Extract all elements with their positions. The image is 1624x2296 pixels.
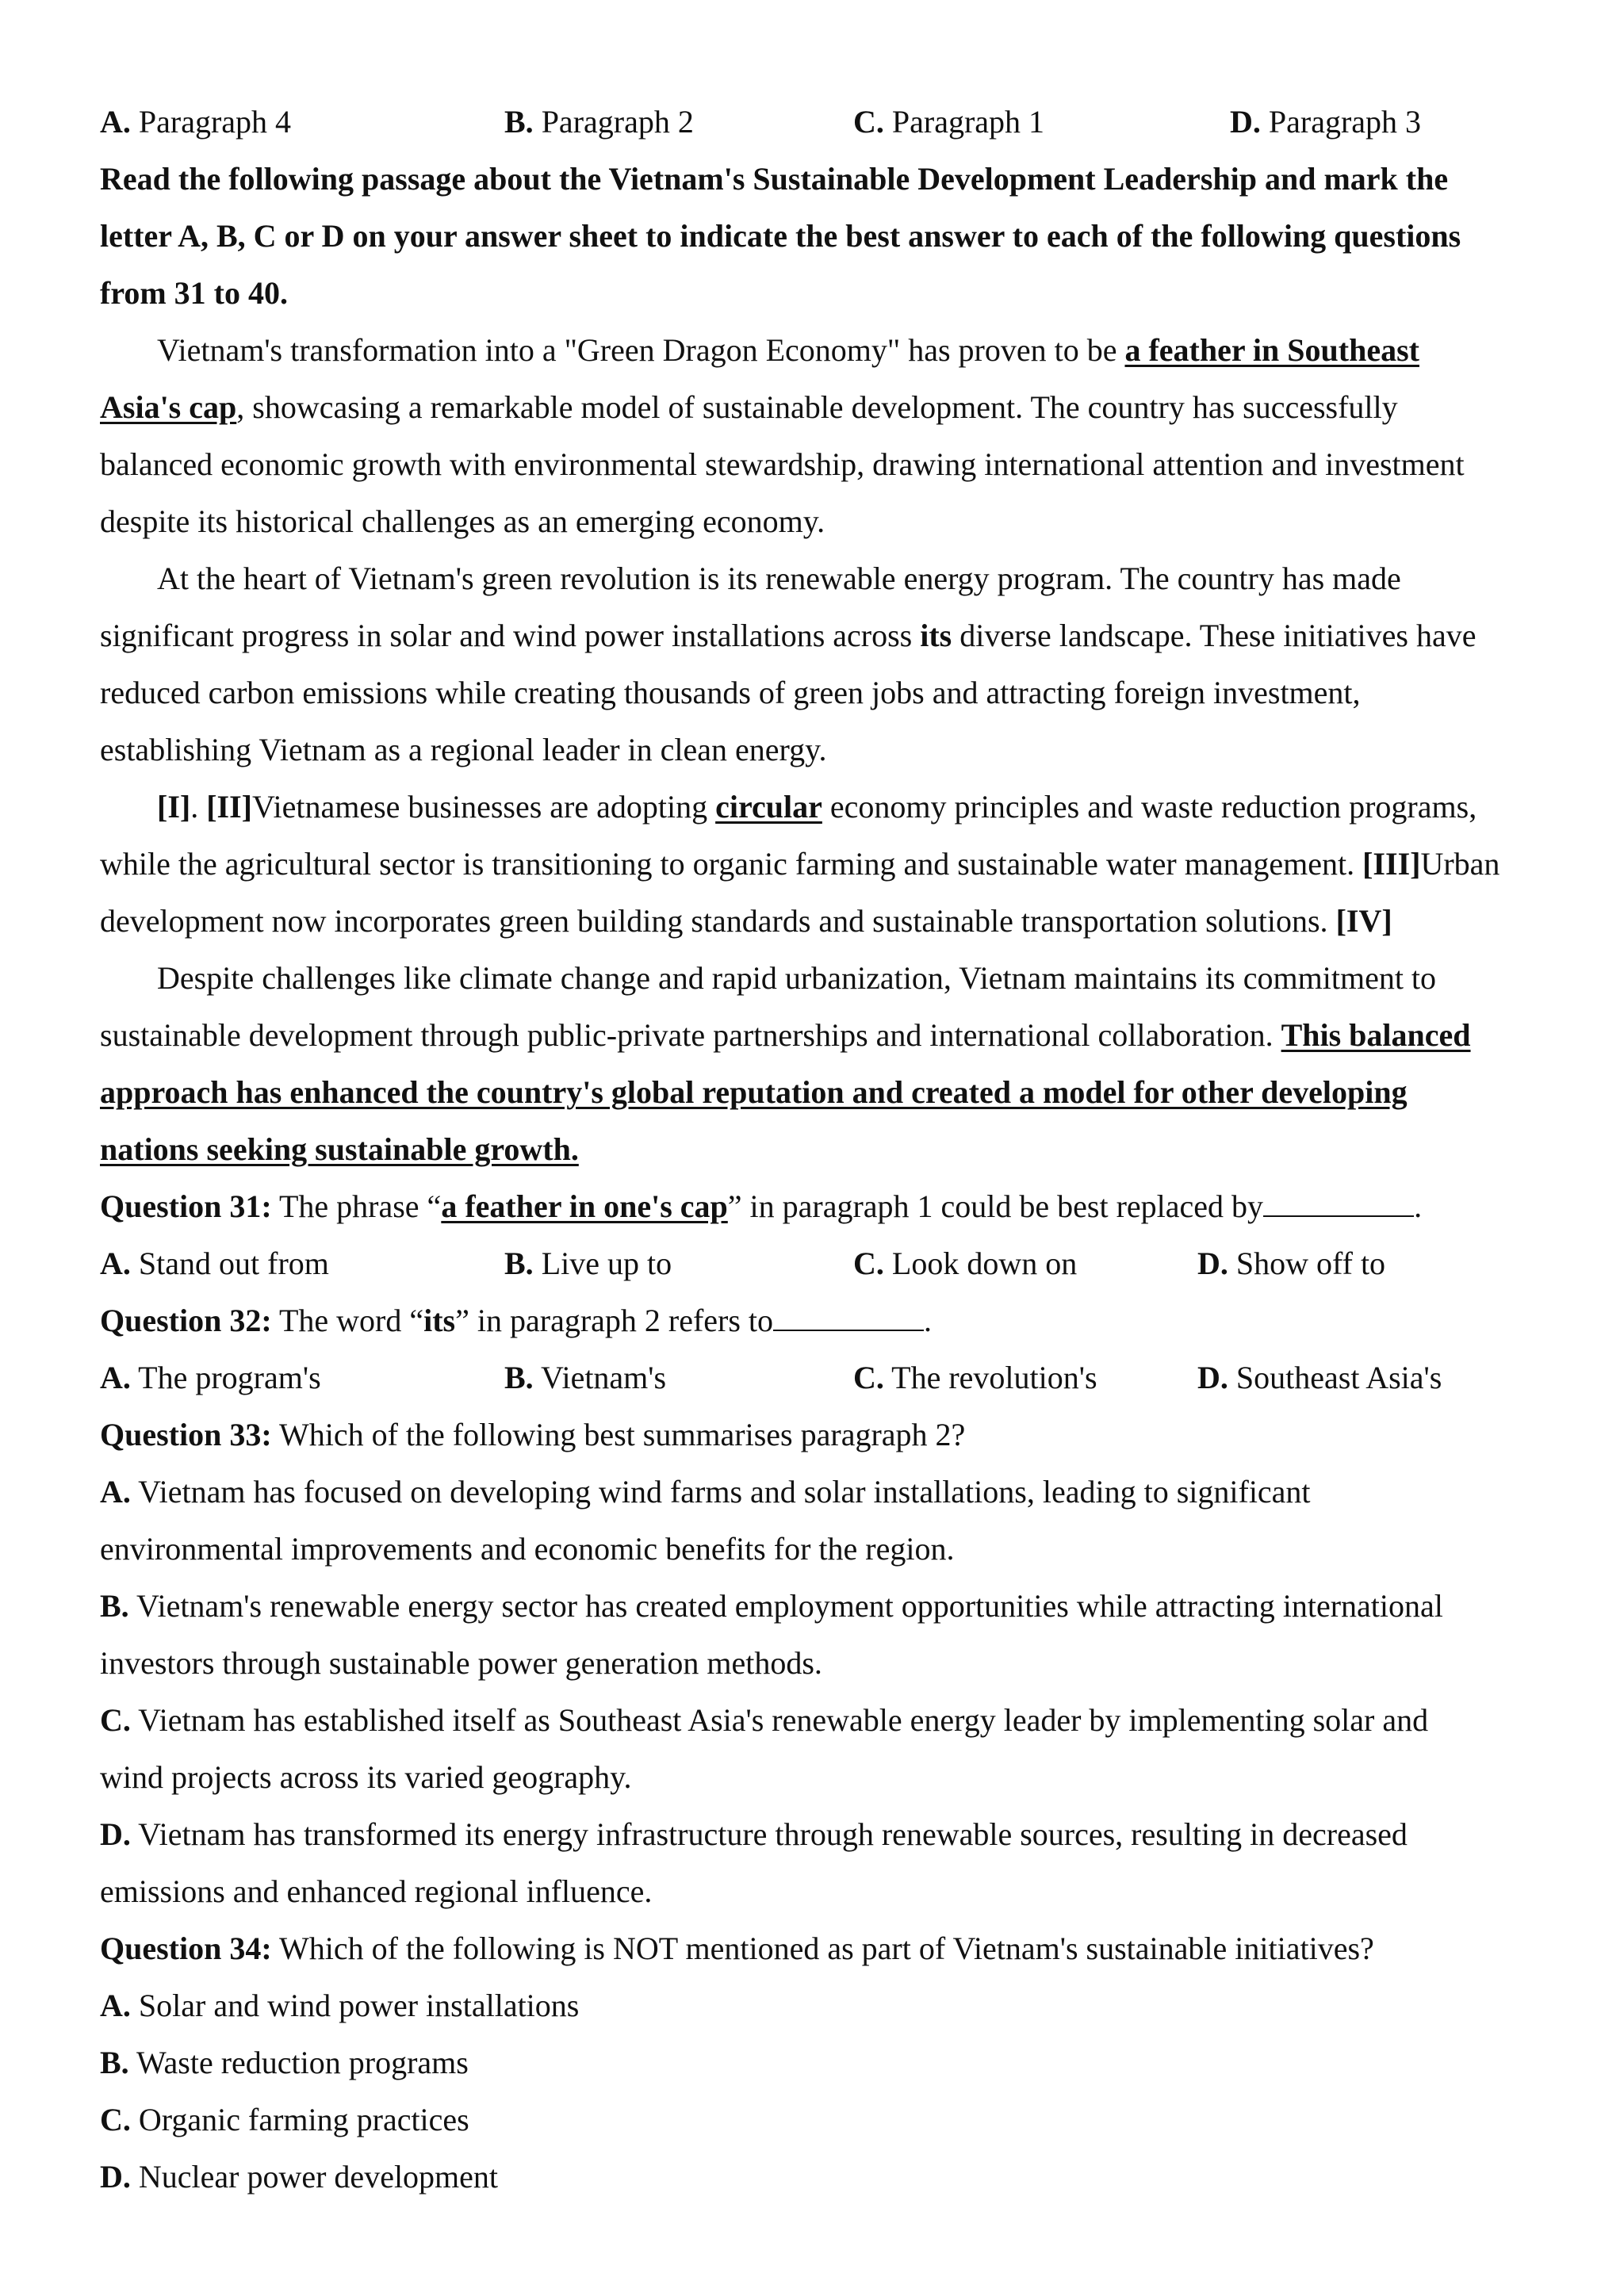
option-c: C. The revolution's <box>853 1360 1097 1395</box>
paragraph-4-line: nations seeking sustainable growth. <box>100 1131 579 1167</box>
option-b: B. Paragraph 2 <box>504 104 694 140</box>
option-b-cont: investors through sustainable power generation methods. <box>100 1645 822 1681</box>
answer-blank <box>773 1303 924 1331</box>
answer-blank <box>1263 1188 1414 1217</box>
paragraph-2-line: reduced carbon emissions while creating thousands of green jobs and attracting foreign investment, <box>100 675 1361 710</box>
instruction-line: letter A, B, C or D on your answer sheet to indicate the best answer to each of the following questions <box>100 218 1461 254</box>
option-c: C. Paragraph 1 <box>853 104 1045 140</box>
exam-page <box>100 94 1543 2206</box>
question-33-stem: Question 33: Which of the following best summarises paragraph 2? <box>100 1417 966 1452</box>
position-marker: [IV] <box>1335 903 1392 939</box>
paragraph-2-line: establishing Vietnam as a regional leader in clean energy. <box>100 732 827 767</box>
option-c: C. Organic farming practices <box>100 2102 469 2137</box>
top-options-row <box>100 94 1543 151</box>
option-b: B. Vietnam's <box>504 1360 667 1395</box>
option-c-cont: wind projects across its varied geography. <box>100 1759 632 1795</box>
option-d: D. Southeast Asia's <box>1197 1360 1442 1395</box>
instruction-line: from 31 to 40. <box>100 275 288 311</box>
option-a: A. The program's <box>100 1360 321 1395</box>
question-31-options <box>100 1235 1543 1292</box>
paragraph-2-line: significant progress in solar and wind power installations across its diverse landscape. These initiatives have <box>100 618 1477 653</box>
idiom-highlight: Asia's cap <box>100 389 237 425</box>
question-32-options <box>100 1349 1543 1406</box>
paragraph-3-line: [I]. [II]Vietnamese businesses are adopting circular economy principles and waste reduction programs, <box>157 789 1477 825</box>
paragraph-3-line: development now incorporates green building standards and sustainable transportation solutions. [IV] <box>100 903 1392 939</box>
option-b: B. Vietnam's renewable energy sector has created employment opportunities while attracting international <box>100 1588 1443 1624</box>
paragraph-4-line: Despite challenges like climate change and rapid urbanization, Vietnam maintains its commitment to <box>157 960 1437 996</box>
referent-word: its <box>920 618 952 653</box>
paragraph-1-line: despite its historical challenges as an emerging economy. <box>100 503 825 539</box>
paragraph-2-line: At the heart of Vietnam's green revolution is its renewable energy program. The country has made <box>157 561 1401 596</box>
sentence-highlight: This balanced <box>1281 1017 1471 1053</box>
position-marker: [I] <box>157 789 191 825</box>
vocab-highlight: circular <box>715 789 822 825</box>
option-d: D. Nuclear power development <box>100 2159 499 2195</box>
option-b: B. Live up to <box>504 1246 672 1281</box>
option-a: A. Stand out from <box>100 1246 329 1281</box>
paragraph-3-line: while the agricultural sector is transitioning to organic farming and sustainable water management. [III]Urban <box>100 846 1500 882</box>
option-b: B. Waste reduction programs <box>100 2045 469 2080</box>
option-a: A. Solar and wind power installations <box>100 1988 580 2023</box>
paragraph-1-line: balanced economic growth with environmental stewardship, drawing international attention and investment <box>100 446 1465 482</box>
position-marker: [III] <box>1362 846 1421 882</box>
option-c: C. Vietnam has established itself as Southeast Asia's renewable energy leader by implementing solar and <box>100 1702 1429 1738</box>
option-a: A. Paragraph 4 <box>100 104 292 140</box>
option-d-cont: emissions and enhanced regional influence. <box>100 1873 653 1909</box>
question-31-stem: Question 31: The phrase “a feather in one's cap” in paragraph 1 could be best replaced by . <box>100 1188 1423 1224</box>
option-d: D. Vietnam has transformed its energy infrastructure through renewable sources, resulting in decreased <box>100 1816 1408 1852</box>
paragraph-1-line: Vietnam's transformation into a "Green Dragon Economy" has proven to be a feather in Southeast <box>157 332 1419 368</box>
position-marker: [II] <box>206 789 252 825</box>
paragraph-1-line: Asia's cap, showcasing a remarkable model of sustainable development. The country has successfully <box>100 389 1398 425</box>
paragraph-4-line: approach has enhanced the country's global reputation and created a model for other developing <box>100 1074 1408 1110</box>
option-c: C. Look down on <box>853 1246 1078 1281</box>
paragraph-4-line: sustainable development through public-private partnerships and international collaboration. This balanced <box>100 1017 1471 1053</box>
instruction-line: Read the following passage about the Vietnam's Sustainable Development Leadership and mark the <box>100 161 1449 197</box>
option-d: D. Show off to <box>1197 1246 1386 1281</box>
option-a-cont: environmental improvements and economic benefits for the region. <box>100 1531 955 1567</box>
question-32-stem: Question 32: The word “its” in paragraph 2 refers to . <box>100 1303 933 1338</box>
option-d: D. Paragraph 3 <box>1230 104 1422 140</box>
question-34-stem: Question 34: Which of the following is NOT mentioned as part of Vietnam's sustainable initiatives? <box>100 1931 1374 1966</box>
idiom-highlight: a feather in Southeast <box>1124 332 1419 368</box>
option-a: A. Vietnam has focused on developing wind farms and solar installations, leading to significant <box>100 1474 1311 1510</box>
